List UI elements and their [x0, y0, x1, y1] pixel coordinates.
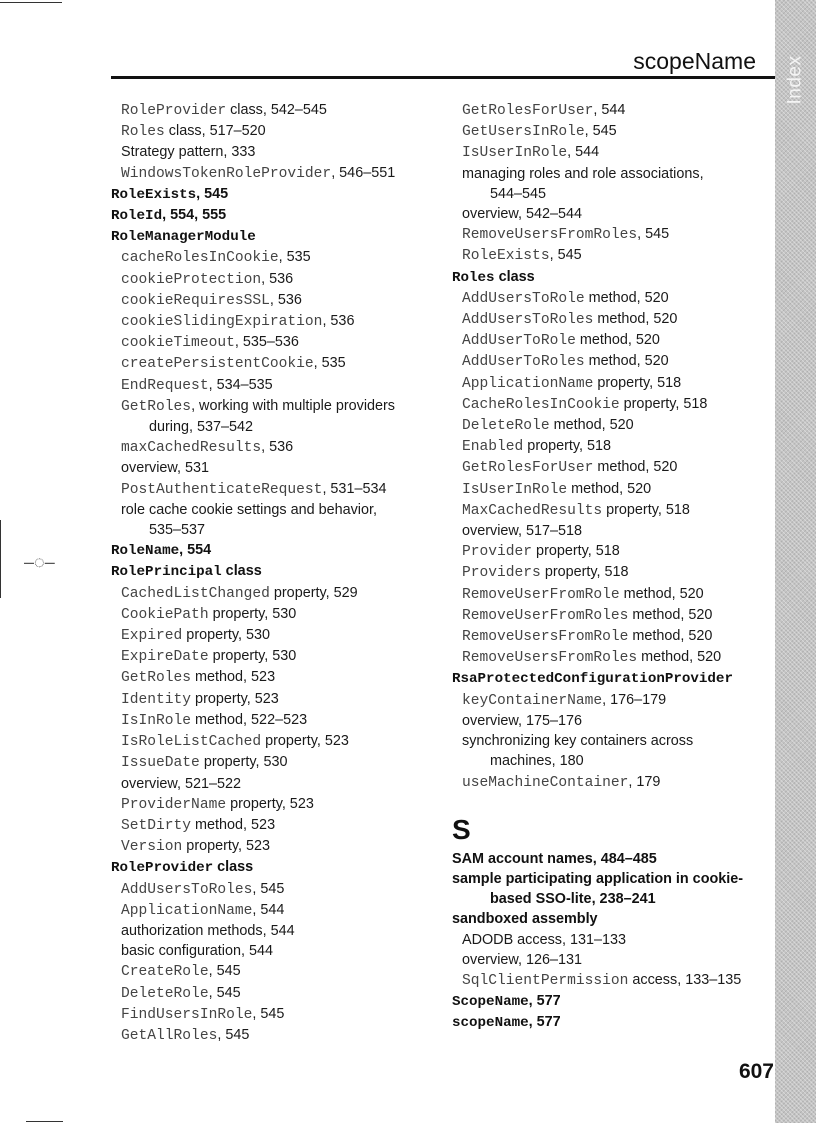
- code-term: GetRoles: [121, 670, 192, 687]
- index-subentry: [452, 950, 762, 970]
- crop-mark-mid-left: [0, 520, 1, 598]
- code-term: AddUsersToRole: [462, 290, 585, 307]
- code-term: RemoveUsersFromRoles: [462, 650, 638, 667]
- crop-mark-bottom-left: [26, 1121, 63, 1122]
- index-subentry: [111, 247, 431, 268]
- code-term: Roles: [452, 269, 495, 286]
- code-term: GetRoles: [121, 398, 192, 415]
- index-subentry: [111, 689, 431, 710]
- entry-text: class, 542–545: [226, 102, 327, 118]
- entry-text: method, 522–523: [191, 711, 308, 728]
- code-term: Enabled: [462, 439, 524, 456]
- entry-text: ADODB access, 131–133: [462, 931, 626, 948]
- code-term: createPersistentCookie: [121, 356, 314, 373]
- index-subentry: [111, 941, 431, 961]
- index-subentry: [111, 100, 431, 121]
- index-heading: [452, 849, 762, 869]
- code-term: EndRequest: [121, 377, 209, 394]
- index-subentry: [111, 332, 431, 353]
- code-term: Roles: [121, 124, 165, 141]
- code-term: RemoveUsersFromRoles: [462, 227, 638, 244]
- entry-text: property, 530: [182, 627, 271, 644]
- entry-text: role cache cookie settings and behavior,: [121, 501, 377, 518]
- index-tab-label-box: [778, 50, 812, 110]
- entry-text: method, 520: [567, 480, 652, 497]
- index-subentry: [452, 605, 762, 626]
- entry-text: property, 530: [208, 605, 297, 622]
- code-term: RoleExists: [111, 186, 197, 203]
- index-subentry: [452, 584, 762, 605]
- index-subentry: [452, 121, 762, 142]
- entry-text: property, 518: [593, 374, 682, 391]
- index-subentry: [111, 836, 431, 857]
- index-heading: [111, 226, 431, 247]
- registration-mark-icon: –◌–: [24, 552, 55, 572]
- code-term: RemoveUserFromRole: [462, 586, 620, 603]
- entry-text: property, 529: [269, 584, 358, 601]
- code-term: IsUserInRole: [462, 481, 568, 498]
- index-heading: [452, 909, 762, 929]
- index-heading: [111, 205, 431, 226]
- entry-text: , 535: [313, 355, 346, 372]
- entry-text: , 176–179: [602, 691, 667, 708]
- code-term: CookiePath: [121, 606, 209, 623]
- index-subentry: [111, 794, 431, 815]
- page-number: 607: [738, 1060, 774, 1083]
- header-rule: [111, 76, 775, 79]
- code-term: AddUsersToRoles: [462, 312, 594, 329]
- entry-text: sample participating application in cookie-: [452, 870, 744, 887]
- index-heading: [111, 857, 431, 878]
- code-term: GetRolesForUser: [462, 460, 594, 477]
- code-term: GetAllRoles: [121, 1027, 218, 1044]
- index-subentry: [452, 309, 762, 330]
- index-subentry: [111, 646, 431, 667]
- index-subentry: [111, 417, 431, 437]
- index-subentry: [111, 961, 431, 982]
- entry-text: method, 520: [637, 649, 722, 666]
- index-subentry: [111, 815, 431, 836]
- code-term: SqlClientPermission: [462, 972, 629, 989]
- entry-text: , 536: [322, 313, 355, 330]
- code-term: Expired: [121, 628, 183, 645]
- index-subentry: [111, 375, 431, 396]
- index-subentry: [452, 436, 762, 457]
- index-subentry: [452, 204, 762, 224]
- code-term: DeleteRole: [121, 985, 209, 1002]
- index-subentry: [452, 690, 762, 711]
- code-term: CacheRolesInCookie: [462, 396, 620, 413]
- entry-text: , 545: [252, 1005, 285, 1022]
- index-subentry: [111, 290, 431, 311]
- index-subentry: [111, 667, 431, 688]
- index-subentry: [452, 711, 762, 731]
- index-tab-label: Index: [784, 55, 806, 105]
- code-term: ApplicationName: [121, 902, 253, 919]
- index-heading: [452, 869, 762, 889]
- entry-text: synchronizing key containers across: [462, 733, 694, 750]
- entry-text: , 544: [567, 144, 600, 161]
- index-subentry: [452, 142, 762, 163]
- entry-text: basic configuration, 544: [121, 943, 274, 960]
- entry-text: property, 523: [226, 795, 314, 812]
- index-subentry: [452, 373, 762, 394]
- index-subentry: [111, 163, 431, 184]
- entry-text: property, 523: [191, 690, 279, 707]
- entry-text: class: [221, 563, 262, 580]
- code-term: keyContainerName: [462, 692, 603, 709]
- entry-text: overview, 521–522: [121, 775, 242, 792]
- index-heading: [452, 267, 762, 288]
- code-term: Providers: [462, 565, 541, 582]
- entry-text: , 545: [196, 185, 229, 202]
- index-heading: [452, 991, 762, 1012]
- code-term: cacheRolesInCookie: [121, 250, 279, 267]
- entry-text: machines, 180: [490, 753, 584, 770]
- code-term: cookieSlidingExpiration: [121, 314, 323, 331]
- index-subentry: [452, 647, 762, 668]
- code-term: Identity: [121, 691, 192, 708]
- code-term: cookieRequiresSSL: [121, 292, 270, 309]
- index-subentry: [452, 500, 762, 521]
- code-term: AddUsersToRoles: [121, 881, 253, 898]
- code-term: RoleName: [111, 543, 180, 560]
- entry-text: method, 520: [628, 606, 713, 623]
- entry-text: , 546–551: [331, 164, 396, 181]
- index-subentry: [111, 520, 431, 540]
- index-subentry: [452, 889, 762, 909]
- crop-mark-top-left: [0, 2, 62, 3]
- index-subentry: [111, 900, 431, 921]
- index-heading: [111, 540, 431, 561]
- code-term: ExpireDate: [121, 649, 209, 666]
- entry-text: property, 530: [208, 648, 297, 665]
- code-term: cookieTimeout: [121, 335, 235, 352]
- index-subentry: [452, 224, 762, 245]
- index-subentry: [111, 731, 431, 752]
- index-subentry: [111, 625, 431, 646]
- entry-text: , working with multiple providers: [191, 397, 396, 414]
- code-term: RoleProvider: [121, 103, 227, 119]
- entry-text: , 545: [584, 123, 617, 140]
- index-subentry: [452, 562, 762, 583]
- code-term: RoleManagerModule: [111, 229, 256, 246]
- entry-text: , 545: [637, 226, 670, 243]
- index-subentry: [111, 774, 431, 794]
- code-term: IsRoleListCached: [121, 734, 262, 751]
- entry-text: property, 530: [199, 754, 288, 771]
- code-term: FindUsersInRole: [121, 1006, 253, 1023]
- index-subentry: [452, 751, 762, 771]
- entry-text: overview, 175–176: [462, 712, 583, 729]
- entry-text: method, 520: [619, 585, 704, 602]
- index-subentry: [111, 437, 431, 458]
- index-subentry: [452, 245, 762, 266]
- entry-text: method, 523: [191, 816, 276, 833]
- entry-text: , 545: [217, 1026, 250, 1043]
- code-term: useMachineContainer: [462, 774, 629, 791]
- code-term: GetRolesForUser: [462, 103, 594, 119]
- index-subentry: [111, 583, 431, 604]
- entry-text: method, 520: [549, 417, 634, 434]
- entry-text: method, 520: [593, 311, 678, 328]
- code-term: ScopeName: [452, 994, 529, 1011]
- entry-text: based SSO-lite, 238–241: [490, 891, 656, 908]
- entry-text: 535–537: [149, 522, 206, 539]
- code-term: WindowsTokenRoleProvider: [121, 165, 332, 182]
- entry-text: overview, 517–518: [462, 523, 583, 540]
- index-subentry: [111, 921, 431, 941]
- entry-text: property, 523: [182, 838, 271, 855]
- entry-text: property, 518: [602, 501, 690, 518]
- index-subentry: [452, 457, 762, 478]
- code-term: IsInRole: [121, 712, 192, 729]
- entry-text: class: [494, 268, 535, 285]
- code-term: ApplicationName: [462, 375, 594, 392]
- index-column-right: [452, 100, 762, 1034]
- index-thumb-tab: [775, 0, 816, 1123]
- index-subentry: [111, 396, 431, 417]
- entry-text: , 554: [179, 542, 212, 559]
- code-term: IssueDate: [121, 755, 200, 772]
- code-term: cookieProtection: [121, 271, 262, 288]
- index-subentry: [452, 415, 762, 436]
- index-subentry: [111, 479, 431, 500]
- code-term: AddUserToRole: [462, 333, 576, 350]
- code-term: AddUserToRoles: [462, 354, 585, 371]
- index-subentry: [111, 752, 431, 773]
- entry-text: class, 517–520: [164, 123, 266, 140]
- index-subentry: [111, 1025, 431, 1046]
- index-subentry: [452, 164, 762, 184]
- code-term: scopeName: [452, 1015, 529, 1032]
- entry-text: , 534–535: [208, 376, 273, 393]
- entry-text: access, 133–135: [628, 971, 742, 988]
- index-subentry: [111, 710, 431, 731]
- code-term: RoleExists: [462, 248, 550, 265]
- entry-text: overview, 542–544: [462, 206, 583, 223]
- index-subentry: [111, 983, 431, 1004]
- entry-text: 544–545: [490, 185, 547, 202]
- entry-text: managing roles and role associations,: [462, 165, 704, 182]
- index-subentry: [111, 269, 431, 290]
- index-subentry: [452, 100, 762, 121]
- entry-text: class: [213, 859, 254, 876]
- entry-text: , 544: [252, 901, 285, 918]
- index-subentry: [452, 184, 762, 204]
- index-subentry: [452, 626, 762, 647]
- code-term: Version: [121, 839, 183, 856]
- entry-text: method, 520: [628, 628, 713, 645]
- index-subentry: [452, 930, 762, 950]
- entry-text: method, 520: [584, 289, 669, 306]
- index-subentry: [111, 142, 431, 162]
- entry-text: , 535: [278, 249, 311, 266]
- index-heading: [111, 184, 431, 205]
- code-term: RolePrincipal: [111, 564, 222, 581]
- index-subentry: [111, 353, 431, 374]
- entry-text: authorization methods, 544: [121, 922, 295, 939]
- index-heading: [452, 1012, 762, 1033]
- entry-text: , 545: [252, 880, 285, 897]
- index-subentry: [452, 970, 762, 991]
- code-term: RemoveUserFromRoles: [462, 607, 629, 624]
- index-subentry: [452, 288, 762, 309]
- entry-text: , 536: [269, 291, 302, 308]
- code-term: GetUsersInRole: [462, 124, 585, 141]
- entry-text: , 554, 555: [162, 207, 227, 224]
- entry-text: , 179: [628, 773, 661, 790]
- index-column-left: [111, 100, 431, 1046]
- entry-text: , 545: [549, 247, 582, 264]
- entry-text: , 544: [593, 102, 626, 118]
- code-term: CreateRole: [121, 964, 209, 981]
- entry-text: overview, 531: [121, 460, 209, 477]
- code-term: CachedListChanged: [121, 585, 270, 602]
- code-term: IsUserInRole: [462, 145, 568, 162]
- code-term: RsaProtectedConfigurationProvider: [452, 671, 733, 688]
- entry-text: property, 518: [619, 395, 708, 412]
- code-term: RoleProvider: [111, 860, 214, 877]
- code-term: RemoveUsersFromRole: [462, 629, 629, 646]
- code-term: PostAuthenticateRequest: [121, 481, 323, 498]
- code-term: maxCachedResults: [121, 440, 262, 457]
- entry-text: , 535–536: [234, 334, 299, 351]
- entry-text: during, 537–542: [149, 419, 254, 436]
- entry-text: SAM account names, 484–485: [452, 850, 657, 867]
- index-subentry: [111, 604, 431, 625]
- entry-text: overview, 126–131: [462, 951, 583, 968]
- index-heading: [452, 668, 762, 689]
- entry-text: sandboxed assembly: [452, 911, 598, 928]
- index-subentry: [452, 731, 762, 751]
- index-subentry: [111, 879, 431, 900]
- index-subentry: [452, 521, 762, 541]
- code-term: SetDirty: [121, 817, 192, 834]
- code-term: DeleteRole: [462, 418, 550, 435]
- entry-text: , 531–534: [322, 480, 387, 497]
- entry-text: , 536: [261, 270, 294, 287]
- index-subentry: [452, 330, 762, 351]
- entry-text: method, 520: [584, 353, 669, 370]
- index-subentry: [452, 541, 762, 562]
- code-term: Provider: [462, 544, 533, 561]
- index-subentry: [111, 500, 431, 520]
- entry-text: , 577: [528, 993, 561, 1010]
- entry-text: method, 523: [191, 669, 276, 686]
- entry-text: method, 520: [593, 459, 678, 476]
- index-subentry: [111, 311, 431, 332]
- index-subentry: [452, 772, 762, 793]
- entry-text: property, 518: [532, 543, 620, 560]
- index-subentry: [111, 121, 431, 142]
- entry-text: method, 520: [575, 332, 660, 349]
- code-term: ProviderName: [121, 796, 227, 813]
- section-letter: S: [452, 813, 471, 845]
- entry-text: property, 518: [523, 438, 612, 455]
- entry-text: property, 518: [540, 564, 629, 581]
- index-subentry: [452, 351, 762, 372]
- code-term: MaxCachedResults: [462, 502, 603, 519]
- code-term: RoleId: [111, 208, 163, 225]
- running-head: scopeName: [633, 48, 756, 74]
- entry-text: , 545: [208, 984, 241, 1001]
- entry-text: , 545: [208, 963, 241, 980]
- entry-text: Strategy pattern, 333: [121, 144, 256, 161]
- index-heading: [111, 561, 431, 582]
- index-subentry: [111, 1004, 431, 1025]
- index-subentry: [452, 479, 762, 500]
- entry-text: property, 523: [261, 733, 349, 750]
- entry-text: , 577: [528, 1014, 561, 1031]
- index-subentry: [452, 394, 762, 415]
- entry-text: , 536: [261, 439, 294, 456]
- index-subentry: [111, 458, 431, 478]
